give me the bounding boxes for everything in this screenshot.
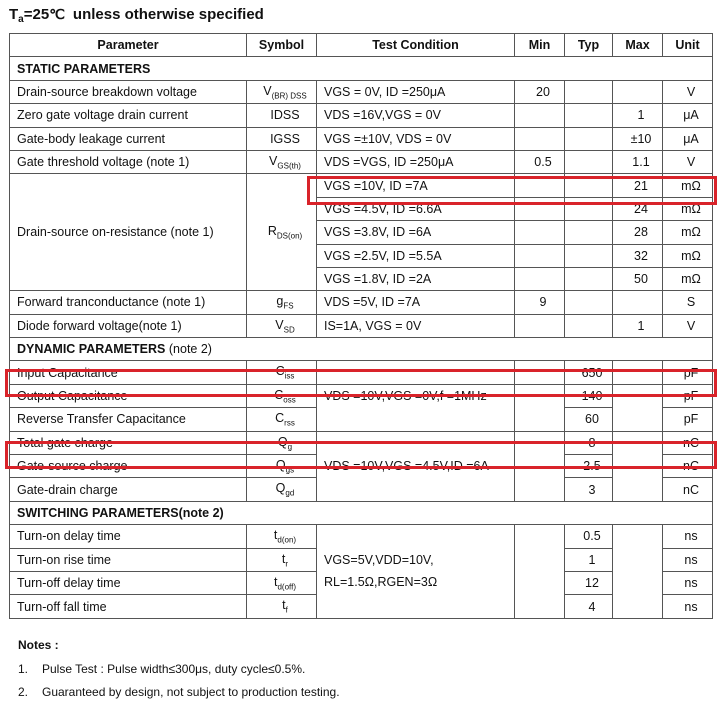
condition-cell: IS=1A, VGS = 0V <box>317 314 515 337</box>
symbol-cell: $t_r$ <box>247 548 317 571</box>
table-heading <box>9 6 264 25</box>
unit-cell: mΩ <box>663 197 713 220</box>
param-cell: Gate-source charge <box>10 455 247 478</box>
col-header-unit: Unit <box>663 34 713 57</box>
max-cell: 1 <box>613 314 663 337</box>
max-cell <box>613 525 663 619</box>
unit-cell: mΩ <box>663 244 713 267</box>
max-cell: 24 <box>613 197 663 220</box>
col-header-parameter: Parameter <box>10 34 247 57</box>
min-cell <box>515 525 565 619</box>
condition-cell: VGS =10V, ID =7A <box>317 174 515 197</box>
heading-temp-symbol: T <box>9 6 19 23</box>
table-row <box>10 291 713 314</box>
symbol-cell: $R_{DS(on)}$ <box>247 174 317 291</box>
unit-cell: mΩ <box>663 267 713 290</box>
param-cell: Output Capacitance <box>10 384 247 407</box>
param-cell: Turn-on delay time <box>10 525 247 548</box>
unit-cell: nC <box>663 455 713 478</box>
typ-cell: 140 <box>565 384 613 407</box>
section-title-dynamic: DYNAMIC PARAMETERS (note 2) <box>10 338 713 361</box>
min-cell: 9 <box>515 291 565 314</box>
table-row <box>10 127 713 150</box>
typ-cell: 8 <box>565 431 613 454</box>
switching-condition-line1: VGS=5V,VDD=10V, <box>324 553 434 568</box>
section-row-dynamic <box>10 338 713 361</box>
note-item: 1. Pulse Test : Pulse width≤300μs, duty cycle≤0.5%. <box>18 662 306 676</box>
col-header-symbol: Symbol <box>247 34 317 57</box>
max-cell: 21 <box>613 174 663 197</box>
max-cell <box>613 80 663 103</box>
typ-cell <box>565 197 613 220</box>
condition-cell: VDS =10V,VGS =4.5V,ID =6A <box>317 431 515 501</box>
param-cell: Reverse Transfer Capacitance <box>10 408 247 431</box>
condition-cell <box>317 361 515 384</box>
max-cell <box>613 431 663 501</box>
min-cell <box>515 104 565 127</box>
typ-cell <box>565 221 613 244</box>
typ-cell <box>565 267 613 290</box>
symbol-cell: $C_{rss}$ <box>247 408 317 431</box>
min-cell: 20 <box>515 80 565 103</box>
unit-cell: nC <box>663 478 713 501</box>
section-row-switching <box>10 501 713 524</box>
symbol-cell: $t_{d(off)}$ <box>247 571 317 594</box>
param-cell: Input Capacitance <box>10 361 247 384</box>
symbol-cell: IGSS <box>247 127 317 150</box>
table-row <box>10 80 713 103</box>
param-cell: Turn-off delay time <box>10 571 247 594</box>
symbol-cell: $Q_g$ <box>247 431 317 454</box>
typ-cell: 2.5 <box>565 455 613 478</box>
section-title-static: STATIC PARAMETERS <box>10 57 713 80</box>
table-row <box>10 384 713 407</box>
min-cell <box>515 221 565 244</box>
table-header-row <box>10 34 713 57</box>
typ-cell <box>565 104 613 127</box>
max-cell <box>613 291 663 314</box>
param-cell: Zero gate voltage drain current <box>10 104 247 127</box>
typ-cell: 12 <box>565 571 613 594</box>
heading-temp-unit: ℃ <box>49 6 65 22</box>
condition-cell <box>317 525 515 619</box>
max-cell: ±10 <box>613 127 663 150</box>
condition-cell: VGS =3.8V, ID =6A <box>317 221 515 244</box>
table-row <box>10 104 713 127</box>
param-cell: Diode forward voltage(note 1) <box>10 314 247 337</box>
typ-cell: 0.5 <box>565 525 613 548</box>
symbol-cell: $g_{FS}$ <box>247 291 317 314</box>
symbol-cell: $V_{SD}$ <box>247 314 317 337</box>
table-row <box>10 361 713 384</box>
switching-condition-line2: RL=1.5Ω,RGEN=3Ω <box>324 575 438 590</box>
heading-text: unless otherwise specified <box>72 6 264 23</box>
col-header-min: Min <box>515 34 565 57</box>
param-cell: Forward tranconductance (note 1) <box>10 291 247 314</box>
typ-cell: 4 <box>565 595 613 618</box>
col-header-typ: Typ <box>565 34 613 57</box>
table-row <box>10 174 713 197</box>
min-cell: 0.5 <box>515 150 565 173</box>
condition-cell: VDS =5V, ID =7A <box>317 291 515 314</box>
unit-cell: mΩ <box>663 174 713 197</box>
symbol-cell: $C_{oss}$ <box>247 384 317 407</box>
typ-cell <box>565 244 613 267</box>
unit-cell: pF <box>663 408 713 431</box>
unit-cell: mΩ <box>663 221 713 244</box>
param-cell: Gate-body leakage current <box>10 127 247 150</box>
typ-cell: 60 <box>565 408 613 431</box>
param-cell: Turn-off fall time <box>10 595 247 618</box>
unit-cell: pF <box>663 384 713 407</box>
table-row <box>10 314 713 337</box>
typ-cell <box>565 80 613 103</box>
notes-section <box>18 638 340 708</box>
unit-cell: nC <box>663 431 713 454</box>
heading-temp-sub: a <box>18 14 24 25</box>
unit-cell: ns <box>663 525 713 548</box>
max-cell: 32 <box>613 244 663 267</box>
param-cell: Turn-on rise time <box>10 548 247 571</box>
table-row <box>10 431 713 454</box>
symbol-cell: $V_{(BR) DSS}$ <box>247 80 317 103</box>
heading-temp-value: =25 <box>23 6 50 23</box>
max-cell: 1 <box>613 104 663 127</box>
unit-cell: V <box>663 150 713 173</box>
symbol-cell: $t_{d(on)}$ <box>247 525 317 548</box>
max-cell: 1.1 <box>613 150 663 173</box>
min-cell <box>515 361 565 384</box>
param-cell: Gate threshold voltage (note 1) <box>10 150 247 173</box>
typ-cell <box>565 127 613 150</box>
section-title-switching: SWITCHING PARAMETERS(note 2) <box>10 501 713 524</box>
condition-cell: VDS =10V,VGS =0V,f =1MHz <box>317 384 515 431</box>
col-header-max: Max <box>613 34 663 57</box>
symbol-cell: $t_f$ <box>247 595 317 618</box>
symbol-cell: $Q_{gs}$ <box>247 455 317 478</box>
min-cell <box>515 267 565 290</box>
typ-cell <box>565 291 613 314</box>
min-cell <box>515 197 565 220</box>
condition-cell: VGS =±10V, VDS = 0V <box>317 127 515 150</box>
condition-cell: VGS =1.8V, ID =2A <box>317 267 515 290</box>
electrical-characteristics-table <box>9 33 713 619</box>
condition-cell: VGS =2.5V, ID =5.5A <box>317 244 515 267</box>
section-row-static <box>10 57 713 80</box>
symbol-cell: $C_{iss}$ <box>247 361 317 384</box>
symbol-cell: IDSS <box>247 104 317 127</box>
typ-cell: 650 <box>565 361 613 384</box>
unit-cell: ns <box>663 595 713 618</box>
param-cell: Drain-source breakdown voltage <box>10 80 247 103</box>
table-row <box>10 150 713 173</box>
notes-title: Notes : <box>18 638 59 652</box>
min-cell <box>515 127 565 150</box>
max-cell: 28 <box>613 221 663 244</box>
unit-cell: pF <box>663 361 713 384</box>
condition-cell: VGS =4.5V, ID =6.6A <box>317 197 515 220</box>
unit-cell: V <box>663 314 713 337</box>
unit-cell: μA <box>663 127 713 150</box>
min-cell <box>515 384 565 431</box>
unit-cell: ns <box>663 548 713 571</box>
max-cell <box>613 361 663 384</box>
note-item: 2. Guaranteed by design, not subject to production testing. <box>18 685 340 699</box>
unit-cell: ns <box>663 571 713 594</box>
symbol-cell: $V_{GS(th)}$ <box>247 150 317 173</box>
typ-cell <box>565 314 613 337</box>
table-row <box>10 525 713 548</box>
min-cell <box>515 244 565 267</box>
param-cell: Total gate charge <box>10 431 247 454</box>
symbol-cell: $Q_{gd}$ <box>247 478 317 501</box>
typ-cell: 3 <box>565 478 613 501</box>
condition-cell: VDS =VGS, ID =250μA <box>317 150 515 173</box>
unit-cell: S <box>663 291 713 314</box>
col-header-test-condition: Test Condition <box>317 34 515 57</box>
typ-cell: 1 <box>565 548 613 571</box>
condition-cell: VDS =16V,VGS = 0V <box>317 104 515 127</box>
typ-cell <box>565 174 613 197</box>
max-cell <box>613 384 663 431</box>
unit-cell: μA <box>663 104 713 127</box>
condition-cell: VGS = 0V, ID =250μA <box>317 80 515 103</box>
max-cell: 50 <box>613 267 663 290</box>
unit-cell: V <box>663 80 713 103</box>
min-cell <box>515 314 565 337</box>
param-cell: Gate-drain charge <box>10 478 247 501</box>
min-cell <box>515 174 565 197</box>
min-cell <box>515 431 565 501</box>
typ-cell <box>565 150 613 173</box>
param-cell: Drain-source on-resistance (note 1) <box>10 174 247 291</box>
